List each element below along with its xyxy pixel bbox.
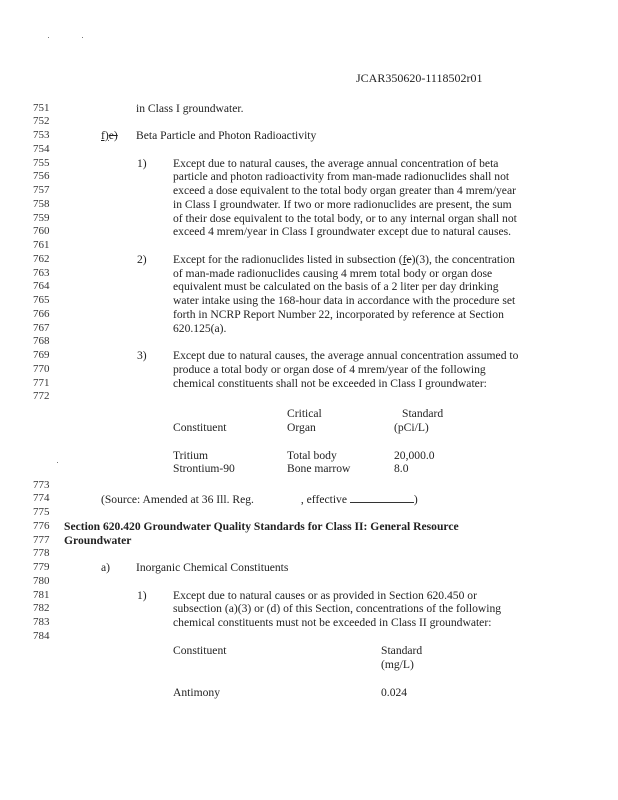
table-cell: 8.0 (394, 462, 409, 475)
subsection-title: Beta Particle and Photon Radioactivity (136, 129, 317, 142)
line-number: 756 (33, 170, 50, 182)
paragraph-line: subsection (a)(3) or (d) of this Section, concentrations of the following (173, 602, 502, 615)
line-number: 777 (33, 534, 50, 546)
line-number: 779 (33, 561, 50, 573)
paragraph-line: in Class I groundwater. If two or more radionuclides are present, the sum (173, 198, 512, 211)
line-number: 762 (33, 253, 50, 265)
paragraph-line: produce a total body or organ dose of 4 mrem/year of the following (173, 363, 486, 376)
line-number: 768 (33, 335, 50, 347)
line-number: 772 (33, 390, 50, 402)
line-number: 766 (33, 308, 50, 320)
line-number: 784 (33, 630, 50, 642)
line-number: 753 (33, 129, 50, 141)
line-number: 773 (33, 479, 50, 491)
column-header: (mg/L) (381, 658, 414, 671)
line-number: 752 (33, 115, 50, 127)
table-cell: Tritium (173, 449, 209, 462)
line-number: 771 (33, 377, 50, 389)
column-header: Organ (287, 421, 316, 434)
paragraph-line: chemical constituents must not be exceeded in Class II groundwater: (173, 616, 492, 629)
subsection-title: Inorganic Chemical Constituents (136, 561, 289, 574)
table-cell: 0.024 (381, 686, 408, 699)
paragraph-line (173, 253, 515, 266)
line-number: 780 (33, 575, 50, 587)
paragraph-line: exceed 4 mrem/year in Class I groundwater except due to natural causes. (173, 225, 512, 238)
line-number: 754 (33, 143, 50, 155)
scan-speck (57, 462, 58, 463)
line-number: 775 (33, 506, 50, 518)
inserted-letter: f (402, 253, 407, 266)
paragraph-number: 1) (137, 157, 147, 170)
paragraph-line: Except due to natural causes or as provided in Section 620.450 or (173, 589, 477, 602)
subsection-label (101, 129, 118, 142)
paragraph-line: Except due to natural causes, the average annual concentration assumed to (173, 349, 519, 362)
line-number: 776 (33, 520, 50, 532)
line-number: 760 (33, 225, 50, 237)
text-run: Except for the radionuclides listed in subsection ( (173, 253, 403, 266)
line-number: 761 (33, 239, 50, 251)
line-number: 778 (33, 547, 50, 559)
document-id: JCAR350620-1118502r01 (356, 71, 483, 85)
paragraph-line: exceed a dose equivalent to the total body organ greater than 4 mrem/year (173, 184, 516, 197)
line-number: 765 (33, 294, 50, 306)
source-text: , effective (300, 493, 347, 506)
section-heading: Groundwater (64, 534, 132, 547)
column-header: Constituent (173, 421, 227, 434)
column-header: Critical (287, 407, 322, 420)
scan-speck (48, 37, 49, 38)
table-cell: 20,000.0 (394, 449, 435, 462)
paragraph-number: 2) (137, 253, 147, 266)
paragraph-line: particle and photon radioactivity from man-made radionuclides shall not (173, 170, 510, 183)
column-header: (pCi/L) (394, 421, 429, 434)
source-note (101, 492, 418, 506)
paragraph-number: 3) (137, 349, 147, 362)
line-number: 767 (33, 322, 50, 334)
table-cell: Total body (287, 449, 337, 462)
blank-line (350, 492, 414, 503)
line-number: 764 (33, 280, 50, 292)
line-number: 770 (33, 363, 50, 375)
struck-letter: e) (108, 129, 118, 142)
paragraph-line: water intake using the 168-hour data in accordance with the procedure set (173, 294, 516, 307)
paragraph-line: forth in NCRP Report Number 22, incorporated by reference at Section (173, 308, 504, 321)
paragraph-line: Except due to natural causes, the average annual concentration of beta (173, 157, 499, 170)
paragraph-line: chemical constituents shall not be exceeded in Class I groundwater: (173, 377, 487, 390)
line-number: 758 (33, 198, 50, 210)
line-number: 759 (33, 212, 50, 224)
column-header: Standard (381, 644, 423, 657)
subsection-label: a) (101, 561, 111, 574)
table-cell: Bone marrow (287, 462, 351, 475)
line-number: 782 (33, 602, 50, 614)
text-run: )(3), the concentration (411, 253, 515, 266)
column-header: Constituent (173, 644, 227, 657)
table-cell: Strontium-90 (173, 462, 235, 475)
column-header: Standard (402, 407, 444, 420)
paragraph-line: of their dose equivalent to the total body, or to any internal organ shall not (173, 212, 517, 225)
source-text: (Source: Amended at 36 Ill. Reg. (101, 493, 254, 506)
struck-letter: e (406, 253, 412, 266)
paragraph-line: 620.125(a). (173, 322, 227, 335)
line-number: 763 (33, 267, 50, 279)
line-number: 755 (33, 157, 50, 169)
line-number: 781 (33, 589, 50, 601)
body-text: in Class I groundwater. (136, 102, 244, 115)
paragraph-line: equivalent must be calculated on the basis of a 2 liter per day drinking (173, 280, 499, 293)
section-heading: Section 620.420 Groundwater Quality Standards for Class II: General Resource (64, 520, 459, 533)
line-number: 751 (33, 102, 50, 114)
source-text: ) (413, 493, 418, 506)
scan-speck (82, 37, 83, 38)
paragraph-line: of man-made radionuclides causing 4 mrem total body or organ dose (173, 267, 493, 280)
inserted-letter: f) (101, 129, 109, 142)
line-number: 757 (33, 184, 50, 196)
line-number: 774 (33, 492, 50, 504)
line-number: 769 (33, 349, 50, 361)
paragraph-number: 1) (137, 589, 147, 602)
table-cell: Antimony (173, 686, 221, 699)
line-number: 783 (33, 616, 50, 628)
